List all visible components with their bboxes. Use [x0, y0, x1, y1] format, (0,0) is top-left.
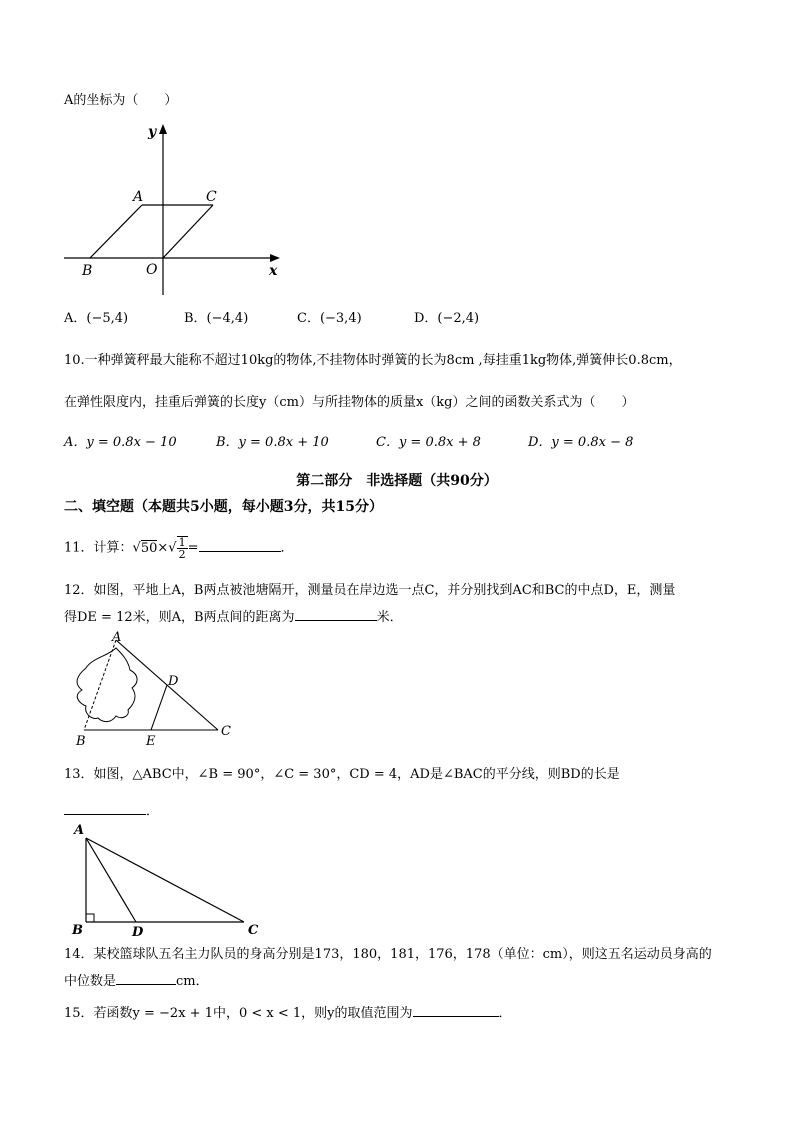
label-e: E [146, 734, 156, 748]
q12-figure [64, 630, 244, 748]
y-axis-arrow [159, 124, 167, 134]
label-o: O [146, 262, 158, 278]
q14-line-1: 14．某校篮球队五名主力队员的身高分别是173，180，181，176，178（单位：cm），则这五名运动员身高的 [64, 947, 712, 962]
q10-line-1: 10.一种弹簧秤最大能称不超过10kg的物体,不挂物体时弹簧的长为8cm ,每挂重1kg物体,弹簧伸长0.8cm， [64, 353, 682, 368]
right-angle-mark [86, 914, 94, 922]
q13-line-2-suffix: ． [146, 804, 160, 819]
q13-line-2 [64, 802, 159, 821]
label-x: x [269, 263, 278, 279]
sqrt-symbol-2: √ [168, 540, 177, 556]
label-a: A [133, 189, 144, 205]
q11-radicand-1: 50 [140, 540, 158, 556]
q12-line-1: 12．如图，平地上A，B两点被池塘隔开，测量员在岸边选一点C，并分别找到AC和BC的中点D，E，测量 [64, 583, 676, 598]
label-d: D [168, 674, 179, 689]
q14-line-2-prefix: 中位数是 [64, 974, 117, 989]
pond-outline [77, 648, 137, 722]
label-b: B [82, 263, 93, 279]
q15-suffix: ． [498, 1006, 512, 1021]
label-c: C [206, 189, 217, 205]
q13-answer-blank[interactable] [64, 802, 146, 815]
q11-times: × [157, 540, 169, 556]
label-c: C [248, 923, 259, 938]
label-c: C [221, 724, 231, 739]
segment-ab [90, 205, 142, 258]
q11-frac-den: 2 [178, 548, 186, 561]
q12-line-2-prefix: 得DE = 12米，则A，B两点间的距离为 [64, 610, 295, 625]
q11-frac-num: 1 [178, 536, 186, 549]
label-a: A [112, 630, 122, 645]
label-a: A [74, 823, 85, 838]
q10-option-c: C．y = 0.8x + 8 [376, 435, 481, 450]
q11-line [64, 536, 294, 560]
q9-stem: A的坐标为（ ） [64, 93, 178, 108]
q9-option-b: B．(−4,4) [184, 311, 249, 326]
q13-figure [64, 822, 274, 940]
q10-line-2: 在弹性限度内，挂重后弹簧的长度y（cm）与所挂物体的质量x（kg）之间的函数关系式为（ ） [64, 395, 635, 410]
q11-suffix: ． [280, 540, 294, 556]
q14-line-2 [64, 972, 209, 991]
segment-de [151, 685, 167, 730]
sqrt-symbol-1: √ [132, 540, 141, 556]
segment-ad [86, 838, 136, 922]
q12-answer-blank[interactable] [295, 608, 377, 621]
label-b: B [76, 734, 86, 748]
label-y: y [148, 124, 157, 140]
dashed-ab [84, 640, 116, 730]
q15-prefix: 15．若函数y = −2x + 1中，0 < x < 1，则y的取值范围为 [64, 1006, 413, 1021]
q10-option-a: A．y = 0.8x − 10 [64, 435, 177, 450]
q9-figure [60, 122, 290, 300]
q11-fraction [177, 536, 188, 560]
segment-ac [86, 838, 244, 922]
q14-line-2-suffix: cm． [176, 974, 209, 989]
q9-option-a: A．(−5,4) [64, 311, 129, 326]
q11-equals: = [187, 540, 199, 556]
q12-line-2 [64, 608, 403, 627]
segment-co [163, 205, 213, 258]
x-axis-arrow [270, 254, 280, 262]
q11-prefix: 11．计算： [64, 540, 133, 556]
q11-answer-blank[interactable] [199, 539, 281, 552]
part-2-title: 第二部分 非选择题（共90分） [296, 473, 498, 489]
q15-line [64, 1004, 512, 1023]
q13-line-1: 13．如图，△ABC中，∠B = 90°，∠C = 30°，CD = 4，AD是∠BAC的平分线，则BD的长是 [64, 767, 620, 782]
q10-option-d: D．y = 0.8x − 8 [528, 435, 634, 450]
q15-answer-blank[interactable] [413, 1004, 499, 1017]
q9-option-c: C．(−3,4) [297, 311, 362, 326]
q10-option-b: B．y = 0.8x + 10 [216, 435, 329, 450]
q9-option-d: D．(−2,4) [414, 311, 480, 326]
q12-line-2-suffix: 米． [376, 610, 403, 625]
label-d: D [132, 925, 144, 940]
label-b: B [72, 923, 83, 938]
section-2-title: 二、填空题（本题共5小题，每小题3分，共15分） [64, 499, 383, 515]
q14-answer-blank[interactable] [116, 972, 176, 985]
